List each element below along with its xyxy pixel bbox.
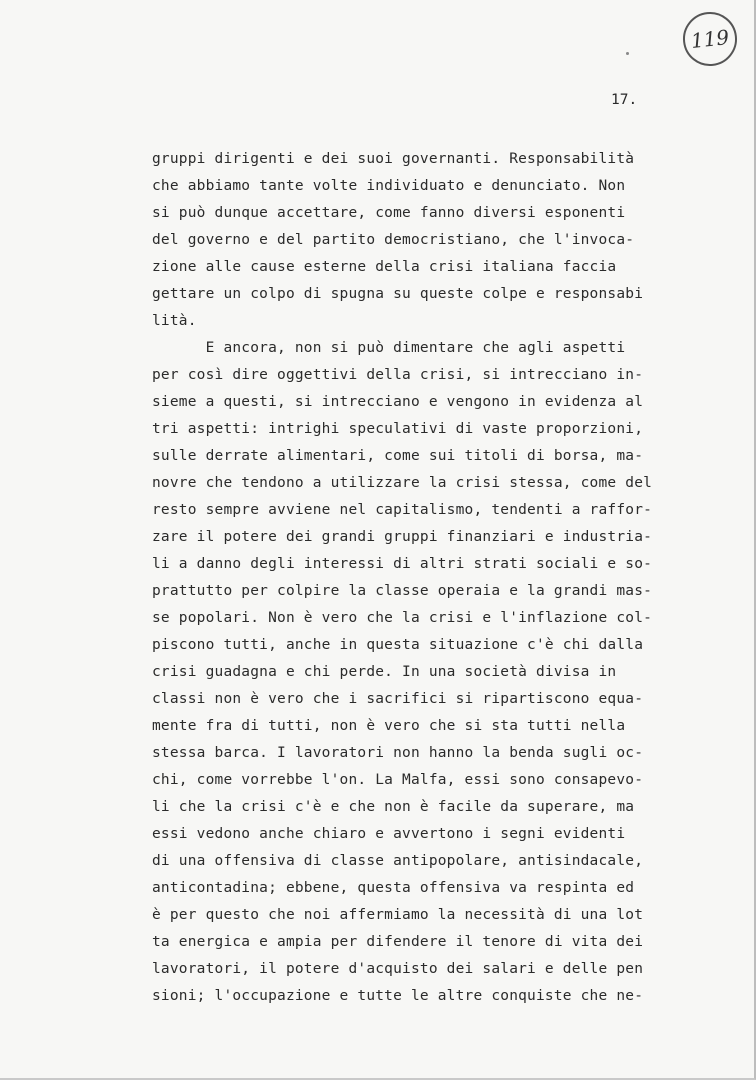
text-line: sieme a questi, si intrecciano e vengono in evidenza al — [152, 394, 644, 410]
text-line: lavoratori, il potere d'acquisto dei salari e delle pen — [152, 961, 644, 977]
text-line: zare il potere dei grandi gruppi finanziari e industria- — [152, 529, 653, 545]
text-line: resto sempre avviene nel capitalismo, tendenti a raffor- — [152, 502, 653, 518]
text-line: prattutto per colpire la classe operaia e la grandi mas- — [152, 583, 653, 599]
text-line: tri aspetti: intrighi speculativi di vaste proporzioni, — [152, 421, 644, 437]
text-line: gettare un colpo di spugna su queste colpe e responsabi — [152, 286, 644, 302]
body-text — [152, 146, 692, 1010]
text-line: essi vedono anche chiaro e avvertono i segni evidenti — [152, 826, 626, 842]
text-line: si può dunque accettare, come fanno diversi esponenti — [152, 205, 626, 221]
text-line: piscono tutti, anche in questa situazione c'è chi dalla — [152, 637, 644, 653]
text-line: per così dire oggettivi della crisi, si intrecciano in- — [152, 367, 644, 383]
text-line: anticontadina; ebbene, questa offensiva va respinta ed — [152, 880, 635, 896]
text-line: che abbiamo tante volte individuato e denunciato. Non — [152, 178, 626, 194]
text-line: mente fra di tutti, non è vero che si sta tutti nella — [152, 718, 626, 734]
page-number: 17. — [611, 92, 638, 108]
text-line: li che la crisi c'è e che non è facile da superare, ma — [152, 799, 635, 815]
text-line: sioni; l'occupazione e tutte le altre conquiste che ne- — [152, 988, 644, 1004]
text-line: di una offensiva di classe antipopolare, antisindacale, — [152, 853, 644, 869]
text-line: zione alle cause esterne della crisi italiana faccia — [152, 259, 617, 275]
text-line: ta energica e ampia per difendere il tenore di vita dei — [152, 934, 644, 950]
text-line: se popolari. Non è vero che la crisi e l'inflazione col- — [152, 610, 653, 626]
text-line: del governo e del partito democristiano, che l'invoca- — [152, 232, 635, 248]
text-line: gruppi dirigenti e dei suoi governanti. Responsabilità — [152, 151, 635, 167]
text-line: lità. — [152, 313, 197, 329]
text-line: è per questo che noi affermiamo la necessità di una lot — [152, 907, 644, 923]
text-line: novre che tendono a utilizzare la crisi stessa, come del — [152, 475, 653, 491]
text-line: stessa barca. I lavoratori non hanno la benda sugli oc- — [152, 745, 644, 761]
text-line: li a danno degli interessi di altri strati sociali e so- — [152, 556, 653, 572]
text-line: chi, come vorrebbe l'on. La Malfa, essi sono consapevo- — [152, 772, 644, 788]
text-line: crisi guadagna e chi perde. In una società divisa in — [152, 664, 617, 680]
archive-stamp: 119 — [680, 9, 739, 68]
text-line: classi non è vero che i sacrifici si ripartiscono equa- — [152, 691, 644, 707]
text-line: sulle derrate alimentari, come sui titoli di borsa, ma- — [152, 448, 644, 464]
speck-mark — [626, 52, 629, 55]
text-line: E ancora, non si può dimentare che agli aspetti — [152, 340, 626, 356]
